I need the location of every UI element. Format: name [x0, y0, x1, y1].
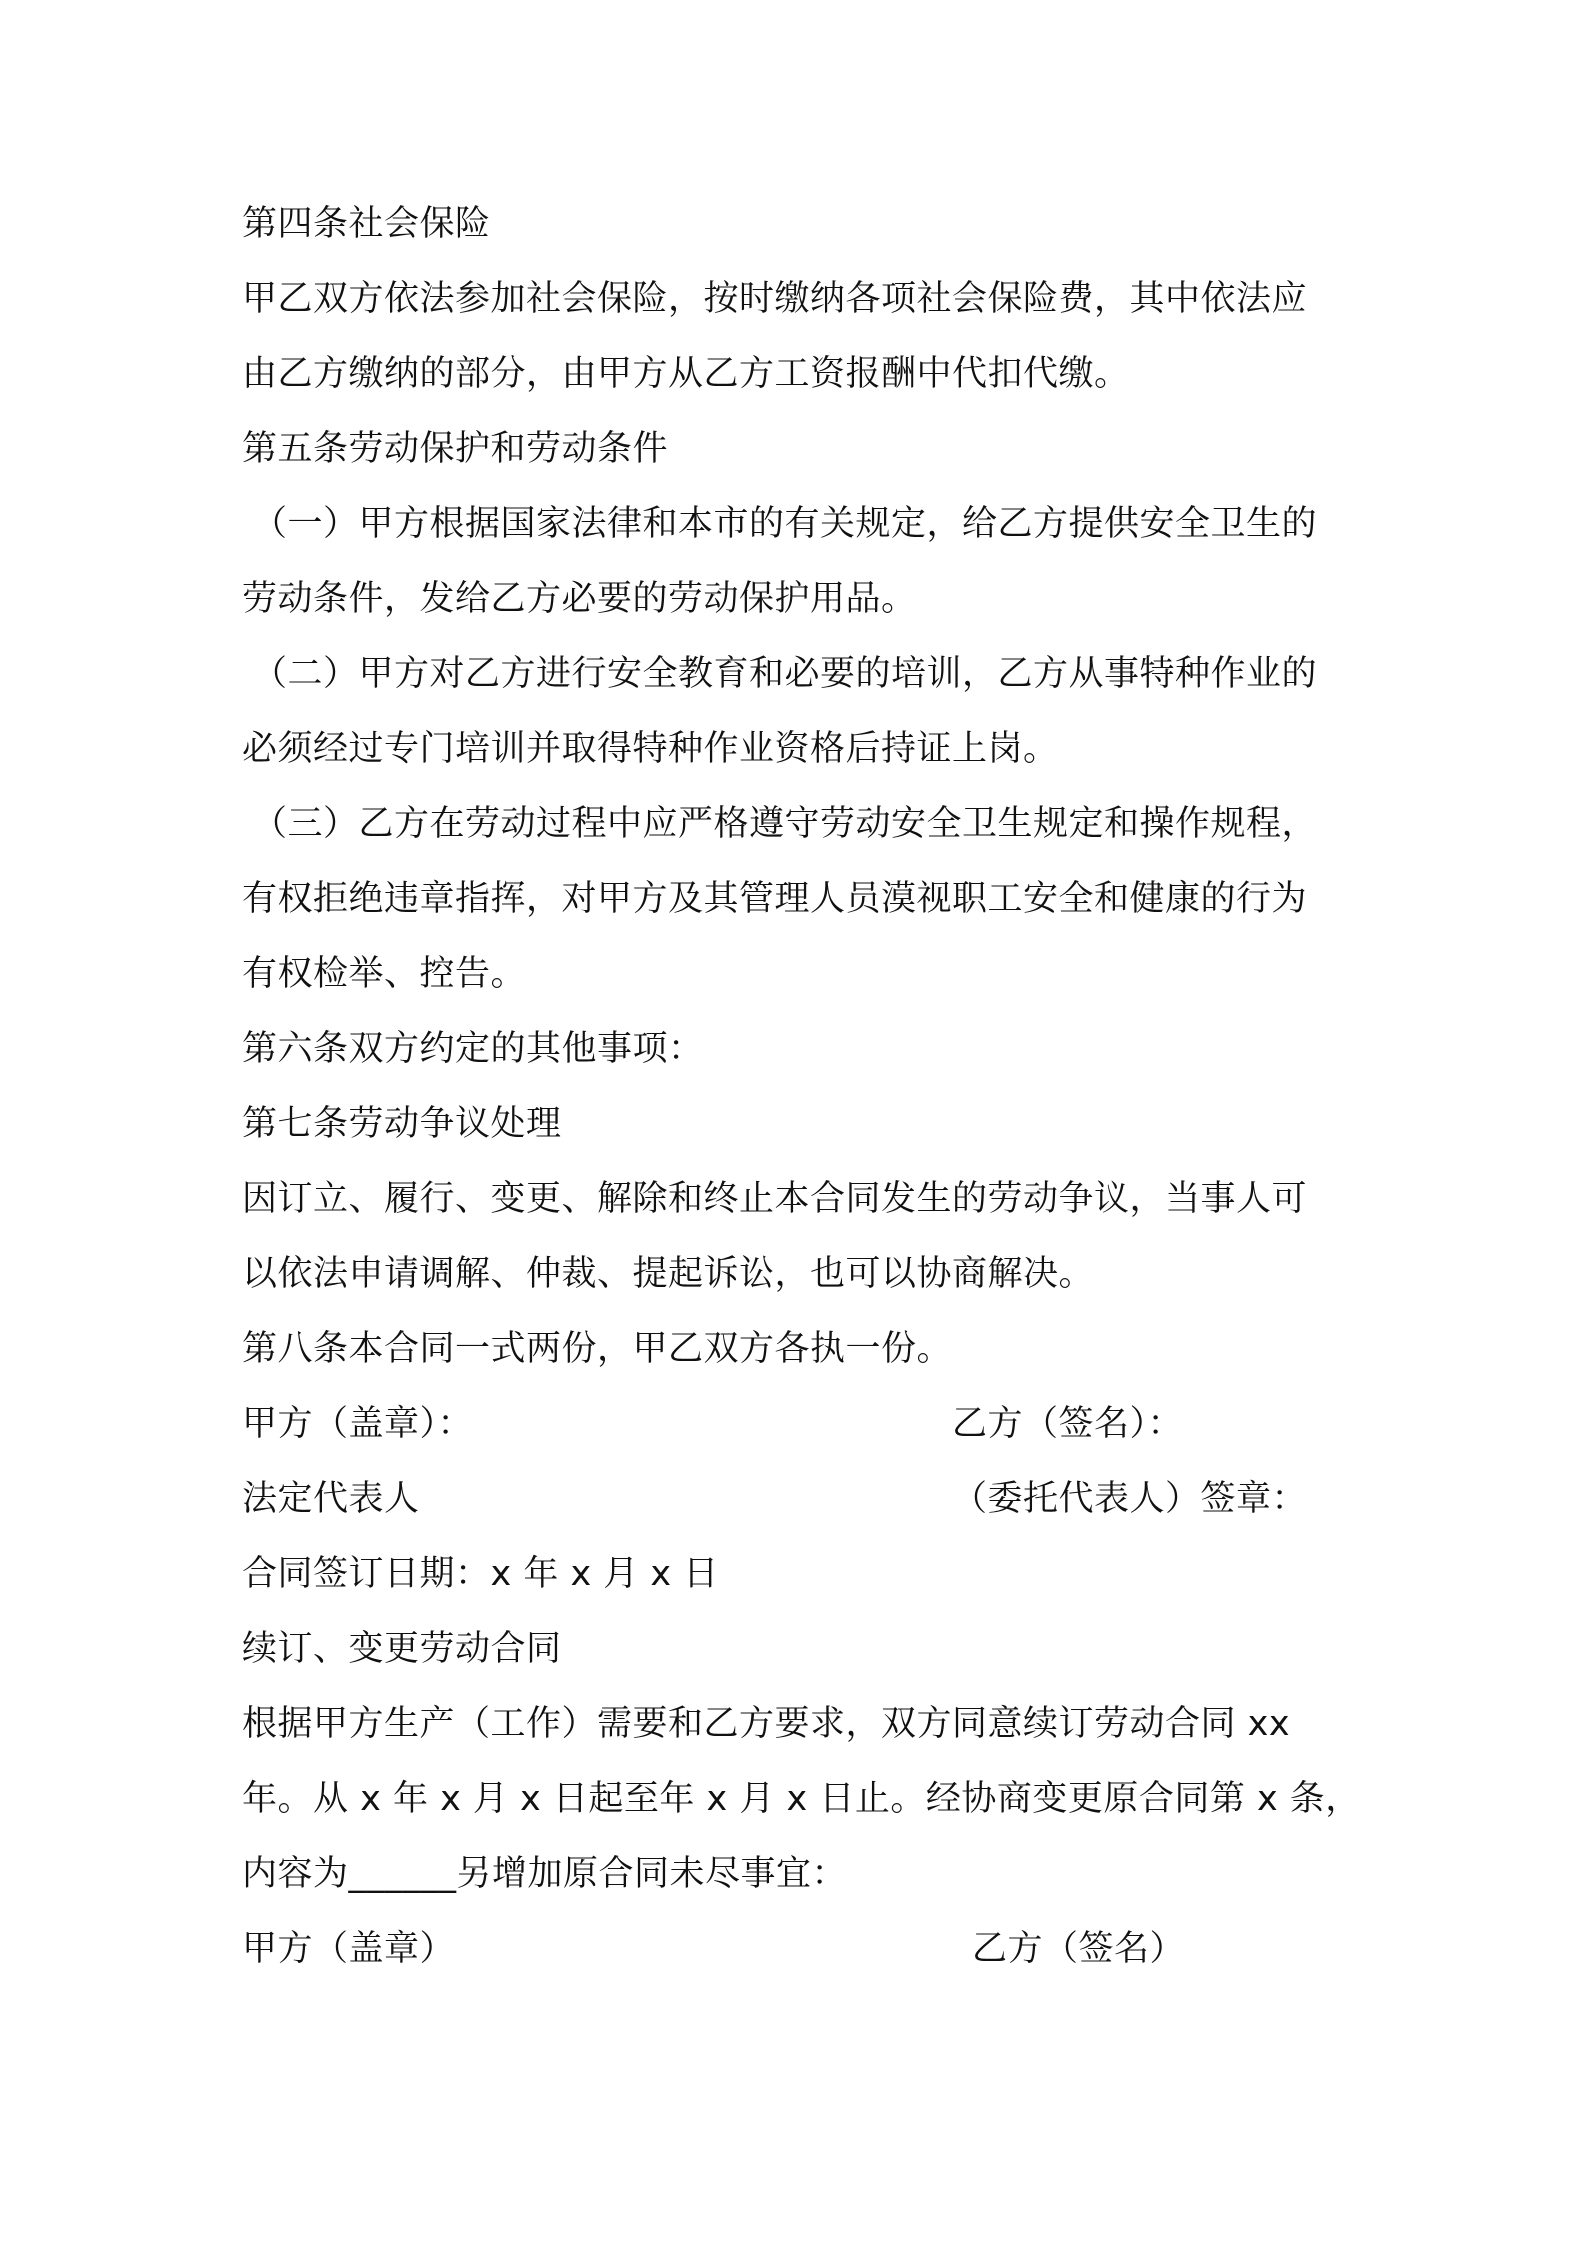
renewal-body-line-3: 内容为______另增加原合同未尽事宜： — [242, 1854, 848, 1894]
article-7-title: 第七条劳动争议处理 — [242, 1104, 562, 1144]
legal-representative-label: 法定代表人 — [242, 1479, 420, 1519]
renewal-section-title: 续订、变更劳动合同 — [242, 1629, 562, 1669]
article-4-body-line-2: 由乙方缴纳的部分，由甲方从乙方工资报酬中代扣代缴。 — [242, 354, 1130, 394]
article-7-body-line-1: 因订立、履行、变更、解除和终止本合同发生的劳动争议，当事人可 — [242, 1179, 1308, 1219]
article-5-item-2-line-1: （二）甲方对乙方进行安全教育和必要的培训，乙方从事特种作业的 — [252, 654, 1318, 694]
party-a-seal-label: 甲方（盖章）： — [242, 1404, 474, 1444]
article-4-title: 第四条社会保险 — [242, 204, 491, 244]
article-5-item-1-line-1: （一）甲方根据国家法律和本市的有关规定，给乙方提供安全卫生的 — [252, 504, 1318, 544]
article-4-body-line-1: 甲乙双方依法参加社会保险，按时缴纳各项社会保险费，其中依法应 — [242, 279, 1308, 319]
article-6-title: 第六条双方约定的其他事项： — [242, 1029, 704, 1069]
authorized-representative-label: （委托代表人）签章： — [952, 1479, 1308, 1519]
article-5-item-3-line-3: 有权检举、控告。 — [242, 954, 527, 994]
renewal-body-line-1: 根据甲方生产（工作）需要和乙方要求，双方同意续订劳动合同 xx — [242, 1704, 1291, 1744]
article-7-body-line-2: 以依法申请调解、仲裁、提起诉讼，也可以协商解决。 — [242, 1254, 1095, 1294]
article-5-item-1-line-2: 劳动条件，发给乙方必要的劳动保护用品。 — [242, 579, 917, 619]
party-b-sign-label-2: 乙方（签名） — [972, 1929, 1186, 1969]
renewal-body-line-2: 年。从 x 年 x 月 x 日起至年 x 月 x 日止。经协商变更原合同第 x 条， — [242, 1779, 1361, 1819]
article-5-title: 第五条劳动保护和劳动条件 — [242, 429, 669, 469]
contract-sign-date: 合同签订日期：x 年 x 月 x 日 — [242, 1554, 719, 1594]
article-8: 第八条本合同一式两份，甲乙双方各执一份。 — [242, 1329, 953, 1369]
article-5-item-3-line-2: 有权拒绝违章指挥，对甲方及其管理人员漠视职工安全和健康的行为 — [242, 879, 1308, 919]
article-5-item-2-line-2: 必须经过专门培训并取得特种作业资格后持证上岗。 — [242, 729, 1059, 769]
party-a-seal-label-2: 甲方（盖章） — [242, 1929, 456, 1969]
article-5-item-3-line-1: （三）乙方在劳动过程中应严格遵守劳动安全卫生规定和操作规程， — [252, 804, 1318, 844]
party-b-sign-label: 乙方（签名）： — [952, 1404, 1184, 1444]
